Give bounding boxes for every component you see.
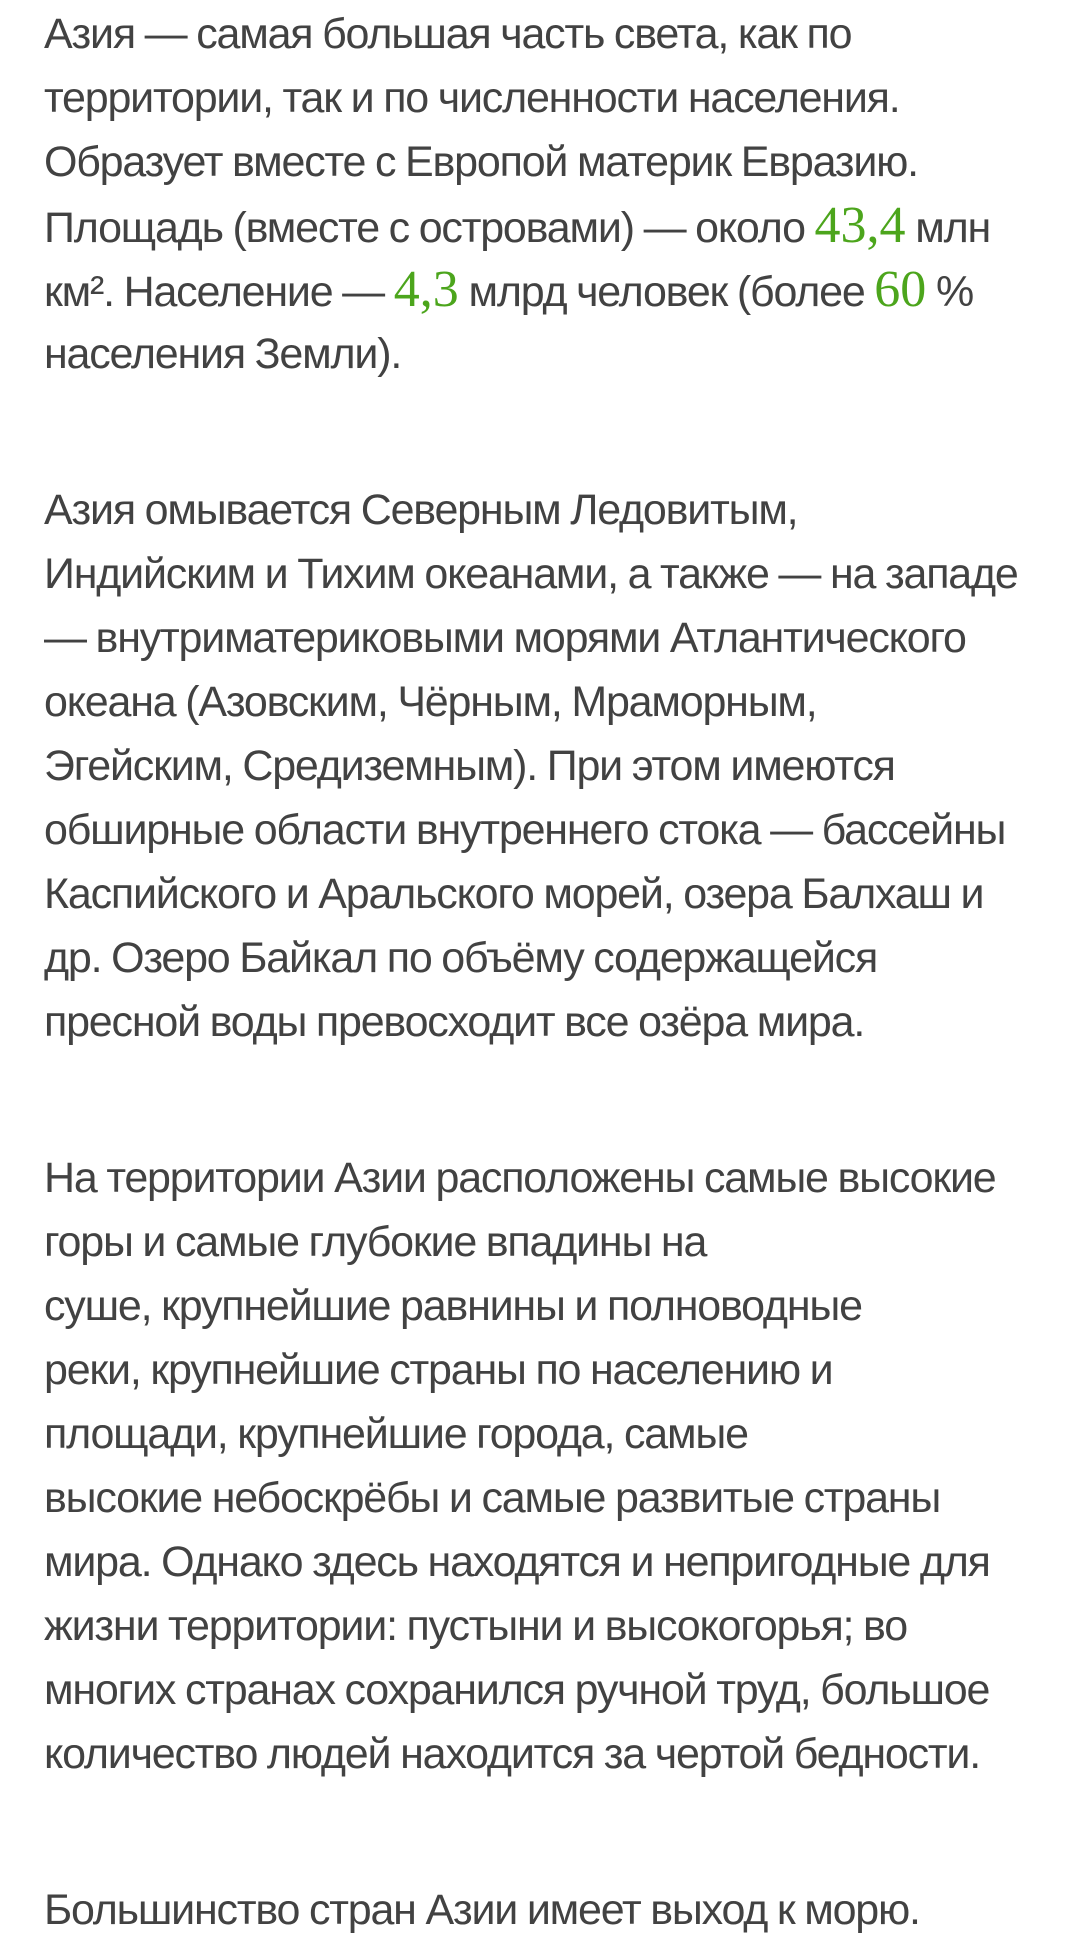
area-number: 43,4 [814,197,906,254]
text-line: количество людей находится за чертой бедности. [44,1730,980,1778]
text-fragment: % [926,268,974,316]
text-line: Большинство стран Азии имеет выход к морю. [44,1886,920,1934]
text-fragment: млн [905,204,991,252]
text-line: многих странах сохранился ручной труд, большое [44,1666,990,1714]
text-fragment: км². Население — [44,268,394,316]
paragraph-spacer [44,1786,1054,1878]
text-line: др. Озеро Байкал по объёму содержащейся [44,934,878,982]
text-line-population [44,258,1054,322]
text-line: Азия омывается Северным Ледовитым, [44,486,798,534]
text-line: — внутриматериковыми морями Атлантического [44,614,966,662]
text-line: суше, крупнейшие равнины и полноводные [44,1282,862,1330]
text-line: жизни территории: пустыни и высокогорья; во [44,1602,907,1650]
text-line: высокие небоскрёбы и самые развитые страны [44,1474,941,1522]
text-line: Эгейским, Средиземным). При этом имеются [44,742,895,790]
text-line: океана (Азовским, Чёрным, Мраморным, [44,678,817,726]
paragraph-oceans [44,478,1054,1054]
text-line: Азия — самая большая часть света, как по [44,10,852,58]
paragraph-sea-access [44,1878,1054,1942]
text-line: пресной воды превосходит все озёра мира. [44,998,865,1046]
text-line: территории, так и по численности населения. [44,74,900,122]
article-body [44,0,1054,1942]
paragraph-overview [44,0,1054,386]
paragraph-spacer [44,386,1054,478]
text-line: Каспийского и Аральского морей, озера Балхаш и [44,870,984,918]
text-line: Индийским и Тихим океанами, а также — на западе [44,550,1018,598]
text-line-area [44,194,1054,258]
text-line: Образует вместе с Европой материк Евразию. [44,138,918,186]
text-line: мира. Однако здесь находятся и непригодные для [44,1538,990,1586]
text-line: горы и самые глубокие впадины на [44,1218,707,1266]
population-percent-number: 60 [874,261,927,318]
text-line: реки, крупнейшие страны по населению и [44,1346,833,1394]
text-line: площади, крупнейшие города, самые [44,1410,748,1458]
text-fragment: млрд человек (более [458,268,875,316]
paragraph-spacer [44,1054,1054,1146]
text-line: обширные области внутреннего стока — бассейны [44,806,1006,854]
paragraph-extremes [44,1146,1054,1786]
population-number: 4,3 [393,261,459,318]
text-fragment: Площадь (вместе с островами) — около [44,204,815,252]
text-line: населения Земли). [44,330,402,378]
text-line: На территории Азии расположены самые высокие [44,1154,996,1202]
